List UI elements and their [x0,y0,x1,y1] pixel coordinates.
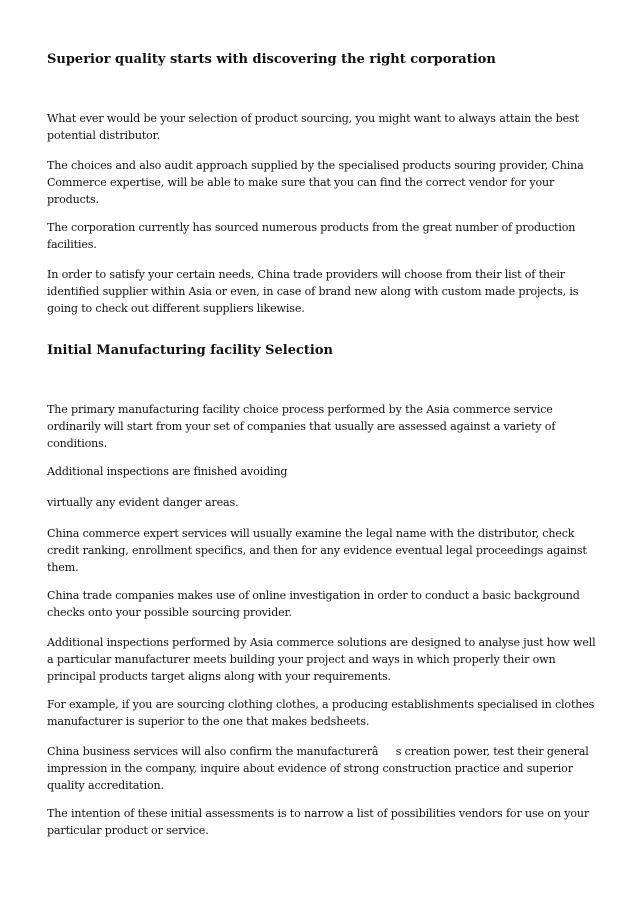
paragraph: The choices and also audit approach supplied by the specialised products souring provider, China Commerce expertise, will be able to make sure that you can find the correct vendor for your products. [47,159,584,206]
paragraph: virtually any evident danger areas. [47,496,239,509]
paragraph: China business services will also confirm the manufacturerâs creation power, test their general impression in the company, inquire about evidence of strong construction practice and superior quality accreditation. [47,745,589,792]
heading-superior-quality: Superior quality starts with discovering the right corporation [47,52,496,67]
paragraph: The primary manufacturing facility choice process performed by the Asia commerce service ordinarily will start from your set of companies that usually are assessed against a variety of conditions. [47,403,556,450]
heading-initial-manufacturing: Initial Manufacturing facility Selection [47,343,333,358]
paragraph: The corporation currently has sourced numerous products from the great number of production facilities. [47,221,576,251]
paragraph: Additional inspections are finished avoiding [47,465,288,478]
paragraph: The intention of these initial assessments is to narrow a list of possibilities vendors for use on your particular product or service. [47,807,590,837]
paragraph: Additional inspections performed by Asia commerce solutions are designed to analyse just how well a particular manufacturer meets building your project and ways in which properly their own principal products target aligns along with your requirements. [47,636,596,683]
paragraph: China trade companies makes use of online investigation in order to conduct a basic background checks onto your possible sourcing provider. [47,589,580,619]
paragraph: What ever would be your selection of product sourcing, you might want to always attain the best potential distributor. [47,112,579,142]
paragraph: For example, if you are sourcing clothing clothes, a producing establishments specialised in clothes manufacturer is superior to the one that makes bedsheets. [47,698,595,728]
paragraph: In order to satisfy your certain needs, China trade providers will choose from their list of their identified supplier within Asia or even, in case of brand new along with custom made projects, is going to check out different suppliers likewise. [47,268,579,315]
paragraph: China commerce expert services will usually examine the legal name with the distributor, check credit ranking, enrollment specifics, and then for any evidence eventual legal proceedings against them. [47,527,587,574]
